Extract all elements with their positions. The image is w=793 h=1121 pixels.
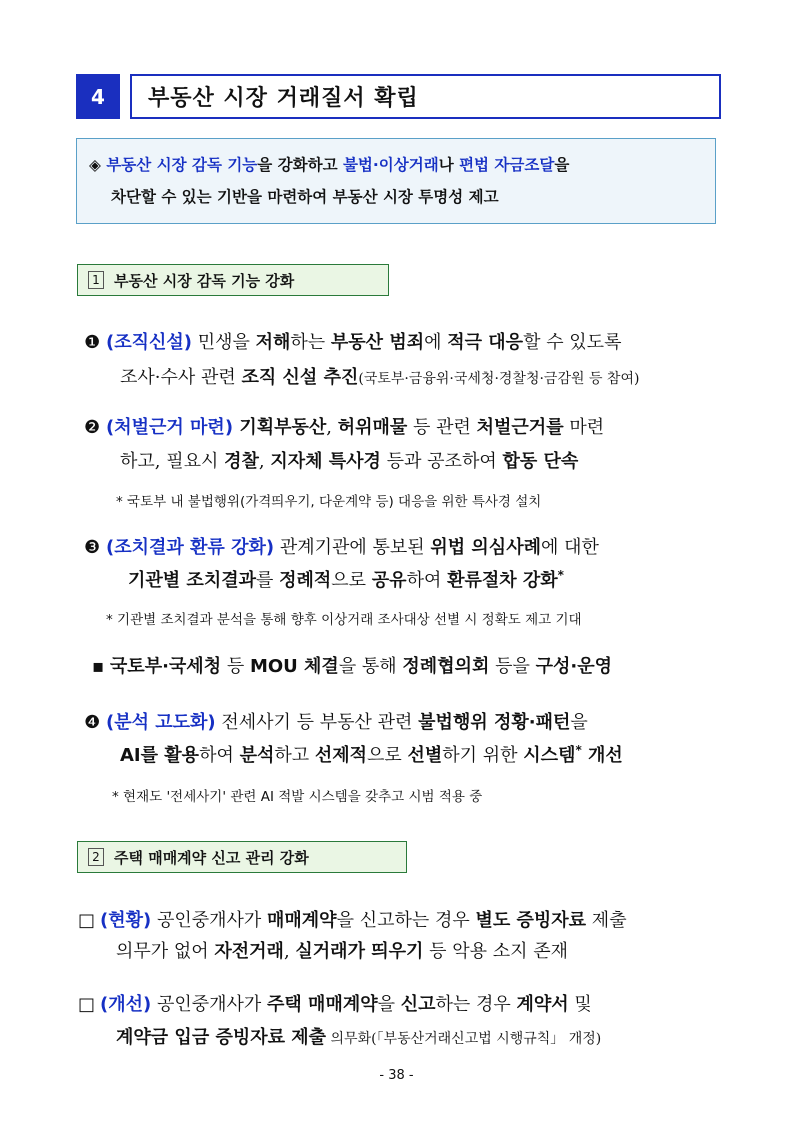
text-run: 정례적 — [279, 570, 332, 591]
checkbox-bullet: □ — [78, 994, 96, 1015]
item-2-line-2 — [120, 447, 578, 473]
text-run: 등 — [221, 656, 250, 677]
subsection-header-2 — [77, 841, 407, 873]
text-run: 환류절차 강화 — [447, 570, 558, 591]
text-run: * — [575, 743, 582, 757]
text-run: 를 — [255, 570, 280, 591]
summary-box — [76, 138, 716, 224]
item2-2-line-2 — [116, 1023, 601, 1049]
page-number: - 38 - — [379, 1068, 414, 1083]
item-4-line-2 — [120, 741, 623, 767]
item-1-line-2 — [120, 363, 639, 389]
item-1-tag: (조직신설) — [106, 332, 193, 353]
subsection-number: 1 — [88, 271, 104, 289]
text-run: 지자체 특사경 — [270, 451, 381, 472]
text-run: 민생을 — [192, 332, 256, 353]
text-run: 적극 대응 — [447, 332, 524, 353]
bullet-3: ❸ — [84, 537, 101, 558]
text-run: 계약서 — [516, 994, 569, 1015]
item-2-note: * 국토부 내 불법행위(가격띄우기, 다운계약 등) 대응을 위한 특사경 설치 — [116, 494, 542, 510]
text-run: ▪ — [92, 656, 110, 677]
text-run: 을 — [570, 712, 588, 733]
text-run: 하여 — [406, 570, 448, 591]
subsection-title: 주택 매매계약 신고 관리 강화 — [114, 848, 309, 867]
text-run: 선별 — [407, 745, 443, 766]
checkbox-bullet: □ — [78, 910, 96, 931]
text-run: 위법 의심사례 — [430, 537, 541, 558]
text-run: 처벌근거를 — [476, 417, 564, 438]
item-1-text-2 — [120, 367, 639, 388]
item2-1-text-1 — [151, 910, 626, 931]
summary-marker: ◈ — [89, 156, 101, 174]
text-run: 시스템 — [523, 745, 576, 766]
item-4-note: * 현재도 '전세사기' 관련 AI 적발 시스템을 갖추고 시범 적용 중 — [112, 789, 483, 805]
text-run: 마련 — [563, 417, 605, 438]
text-run: 하는 경우 — [435, 994, 517, 1015]
text-run: 분석 — [239, 745, 275, 766]
text-run: , — [283, 941, 296, 962]
text-run: 에 — [424, 332, 448, 353]
text-run: 등 악용 소지 존재 — [423, 941, 568, 962]
text-run: 계약금 입금 증빙자료 제출 — [116, 1027, 327, 1048]
text-run: 하고, 필요시 — [120, 451, 225, 472]
text-run: 관계기관에 통보된 — [274, 537, 431, 558]
text-run: 등을 — [489, 656, 536, 677]
text-run: 할 수 있도록 — [523, 332, 622, 353]
section-title: 부동산 시장 거래질서 확립 — [130, 74, 721, 119]
item2-1-text-2 — [116, 941, 568, 962]
text-run: 매매계약 — [267, 910, 337, 931]
text-run: 개선 — [581, 745, 623, 766]
text-run: 을 — [377, 994, 401, 1015]
text-run: 을 통해 — [338, 656, 403, 677]
text-run: 허위매물 — [337, 417, 408, 438]
section-number: 4 — [76, 74, 120, 119]
text-run: 으로 — [367, 745, 408, 766]
text-run: AI를 활용 — [120, 745, 200, 766]
text-run: 선제적 — [314, 745, 368, 766]
text-run: 의무화(「부동산거래신고법 시행규칙」 개정) — [326, 1031, 602, 1047]
item-2-text-2 — [120, 451, 578, 472]
text-run: * — [557, 568, 564, 582]
summary-line-2: 차단할 수 있는 기반을 마련하여 부동산 시장 투명성 제고 — [111, 188, 499, 206]
text-run: 정례협의회 — [402, 656, 490, 677]
item2-1-line-1 — [78, 906, 627, 932]
text-run: 자전거래 — [214, 941, 284, 962]
item-3-subbullet — [92, 652, 612, 678]
text-run: (국토부·금융위·국세청·경찰청·금감원 등 참여) — [358, 371, 640, 387]
item-3-note: * 기관별 조치결과 분석을 통해 향후 이상거래 조사대상 선별 시 정확도 제고 기대 — [106, 612, 582, 628]
item-2-line-1 — [84, 413, 604, 439]
summary-line-1 — [89, 149, 715, 181]
text-run: 실거래가 띄우기 — [295, 941, 424, 962]
item-2-text-1 — [233, 417, 604, 438]
item2-2-line-1 — [78, 990, 592, 1016]
summary-run: 나 — [438, 156, 460, 174]
item-1-line-1 — [84, 328, 621, 354]
text-run: 으로 — [331, 570, 372, 591]
item2-2-text-1 — [151, 994, 592, 1015]
item-3-line-2 — [128, 566, 564, 592]
item-4-line-1 — [84, 708, 588, 734]
item2-1-tag: (현황) — [100, 910, 152, 931]
text-run: 별도 증빙자료 — [475, 910, 587, 931]
text-run: 공유 — [371, 570, 407, 591]
text-run: 국토부·국세청 — [109, 656, 222, 677]
item-4-tag: (분석 고도화) — [106, 712, 216, 733]
bullet-2: ❷ — [84, 417, 101, 438]
subsection-number: 2 — [88, 848, 104, 866]
item-1-text-1 — [192, 332, 621, 353]
item-3-line-1 — [84, 533, 599, 559]
item-4-text-1 — [216, 712, 588, 733]
item-3-sub-text — [92, 656, 612, 677]
subsection-header-1 — [77, 264, 389, 296]
text-run: 조직 신설 추진 — [241, 367, 359, 388]
item-3-text-2 — [128, 570, 564, 591]
text-run: 등 관련 — [407, 417, 477, 438]
item2-1-line-2 — [116, 937, 568, 963]
text-run: 하여 — [199, 745, 240, 766]
item2-2-tag: (개선) — [100, 994, 152, 1015]
bullet-4: ❹ — [84, 712, 101, 733]
summary-run: 불법·이상거래 — [342, 156, 439, 174]
text-run: 신고 — [400, 994, 436, 1015]
item-2-tag: (처벌근거 마련) — [106, 417, 234, 438]
bullet-1: ❶ — [84, 332, 101, 353]
summary-run: 을 — [554, 156, 570, 174]
text-run: 구성·운영 — [535, 656, 612, 677]
item-4-text-2 — [120, 745, 623, 766]
text-run: 경찰 — [224, 451, 259, 472]
text-run: 주택 매매계약 — [267, 994, 378, 1015]
text-run: 전세사기 등 부동산 관련 — [215, 712, 419, 733]
text-run: 하는 — [290, 332, 331, 353]
text-run: 하고 — [274, 745, 315, 766]
text-run: , — [326, 417, 338, 438]
text-run: 하기 위한 — [442, 745, 524, 766]
text-run: , — [258, 451, 271, 472]
summary-run: 부동산 시장 감독 기능 — [106, 156, 258, 174]
summary-line-1-text — [106, 156, 569, 174]
text-run: 을 신고하는 경우 — [336, 910, 476, 931]
text-run: 공인중개사가 — [151, 910, 268, 931]
text-run: 기획부동산 — [233, 417, 327, 438]
item-3-tag: (조치결과 환류 강화) — [106, 537, 275, 558]
text-run: 에 대한 — [540, 537, 599, 558]
item2-2-text-2 — [116, 1027, 601, 1048]
text-run: MOU 체결 — [249, 656, 339, 677]
text-run: 및 — [568, 994, 592, 1015]
text-run: 조사·수사 관련 — [120, 367, 242, 388]
summary-run: 을 강화하고 — [257, 156, 343, 174]
text-run: 부동산 범죄 — [330, 332, 425, 353]
text-run: 기관별 조치결과 — [128, 570, 256, 591]
text-run: 등과 공조하여 — [380, 451, 503, 472]
text-run: 불법행위 정황·패턴 — [418, 712, 571, 733]
section-header — [76, 74, 721, 119]
text-run: 제출 — [586, 910, 627, 931]
summary-run: 편법 자금조달 — [459, 156, 555, 174]
text-run: 의무가 없어 — [116, 941, 215, 962]
text-run: 저해 — [255, 332, 291, 353]
text-run: 합동 단속 — [502, 451, 579, 472]
item-3-text-1 — [274, 537, 599, 558]
text-run: 공인중개사가 — [151, 994, 268, 1015]
subsection-title: 부동산 시장 감독 기능 강화 — [114, 271, 295, 290]
